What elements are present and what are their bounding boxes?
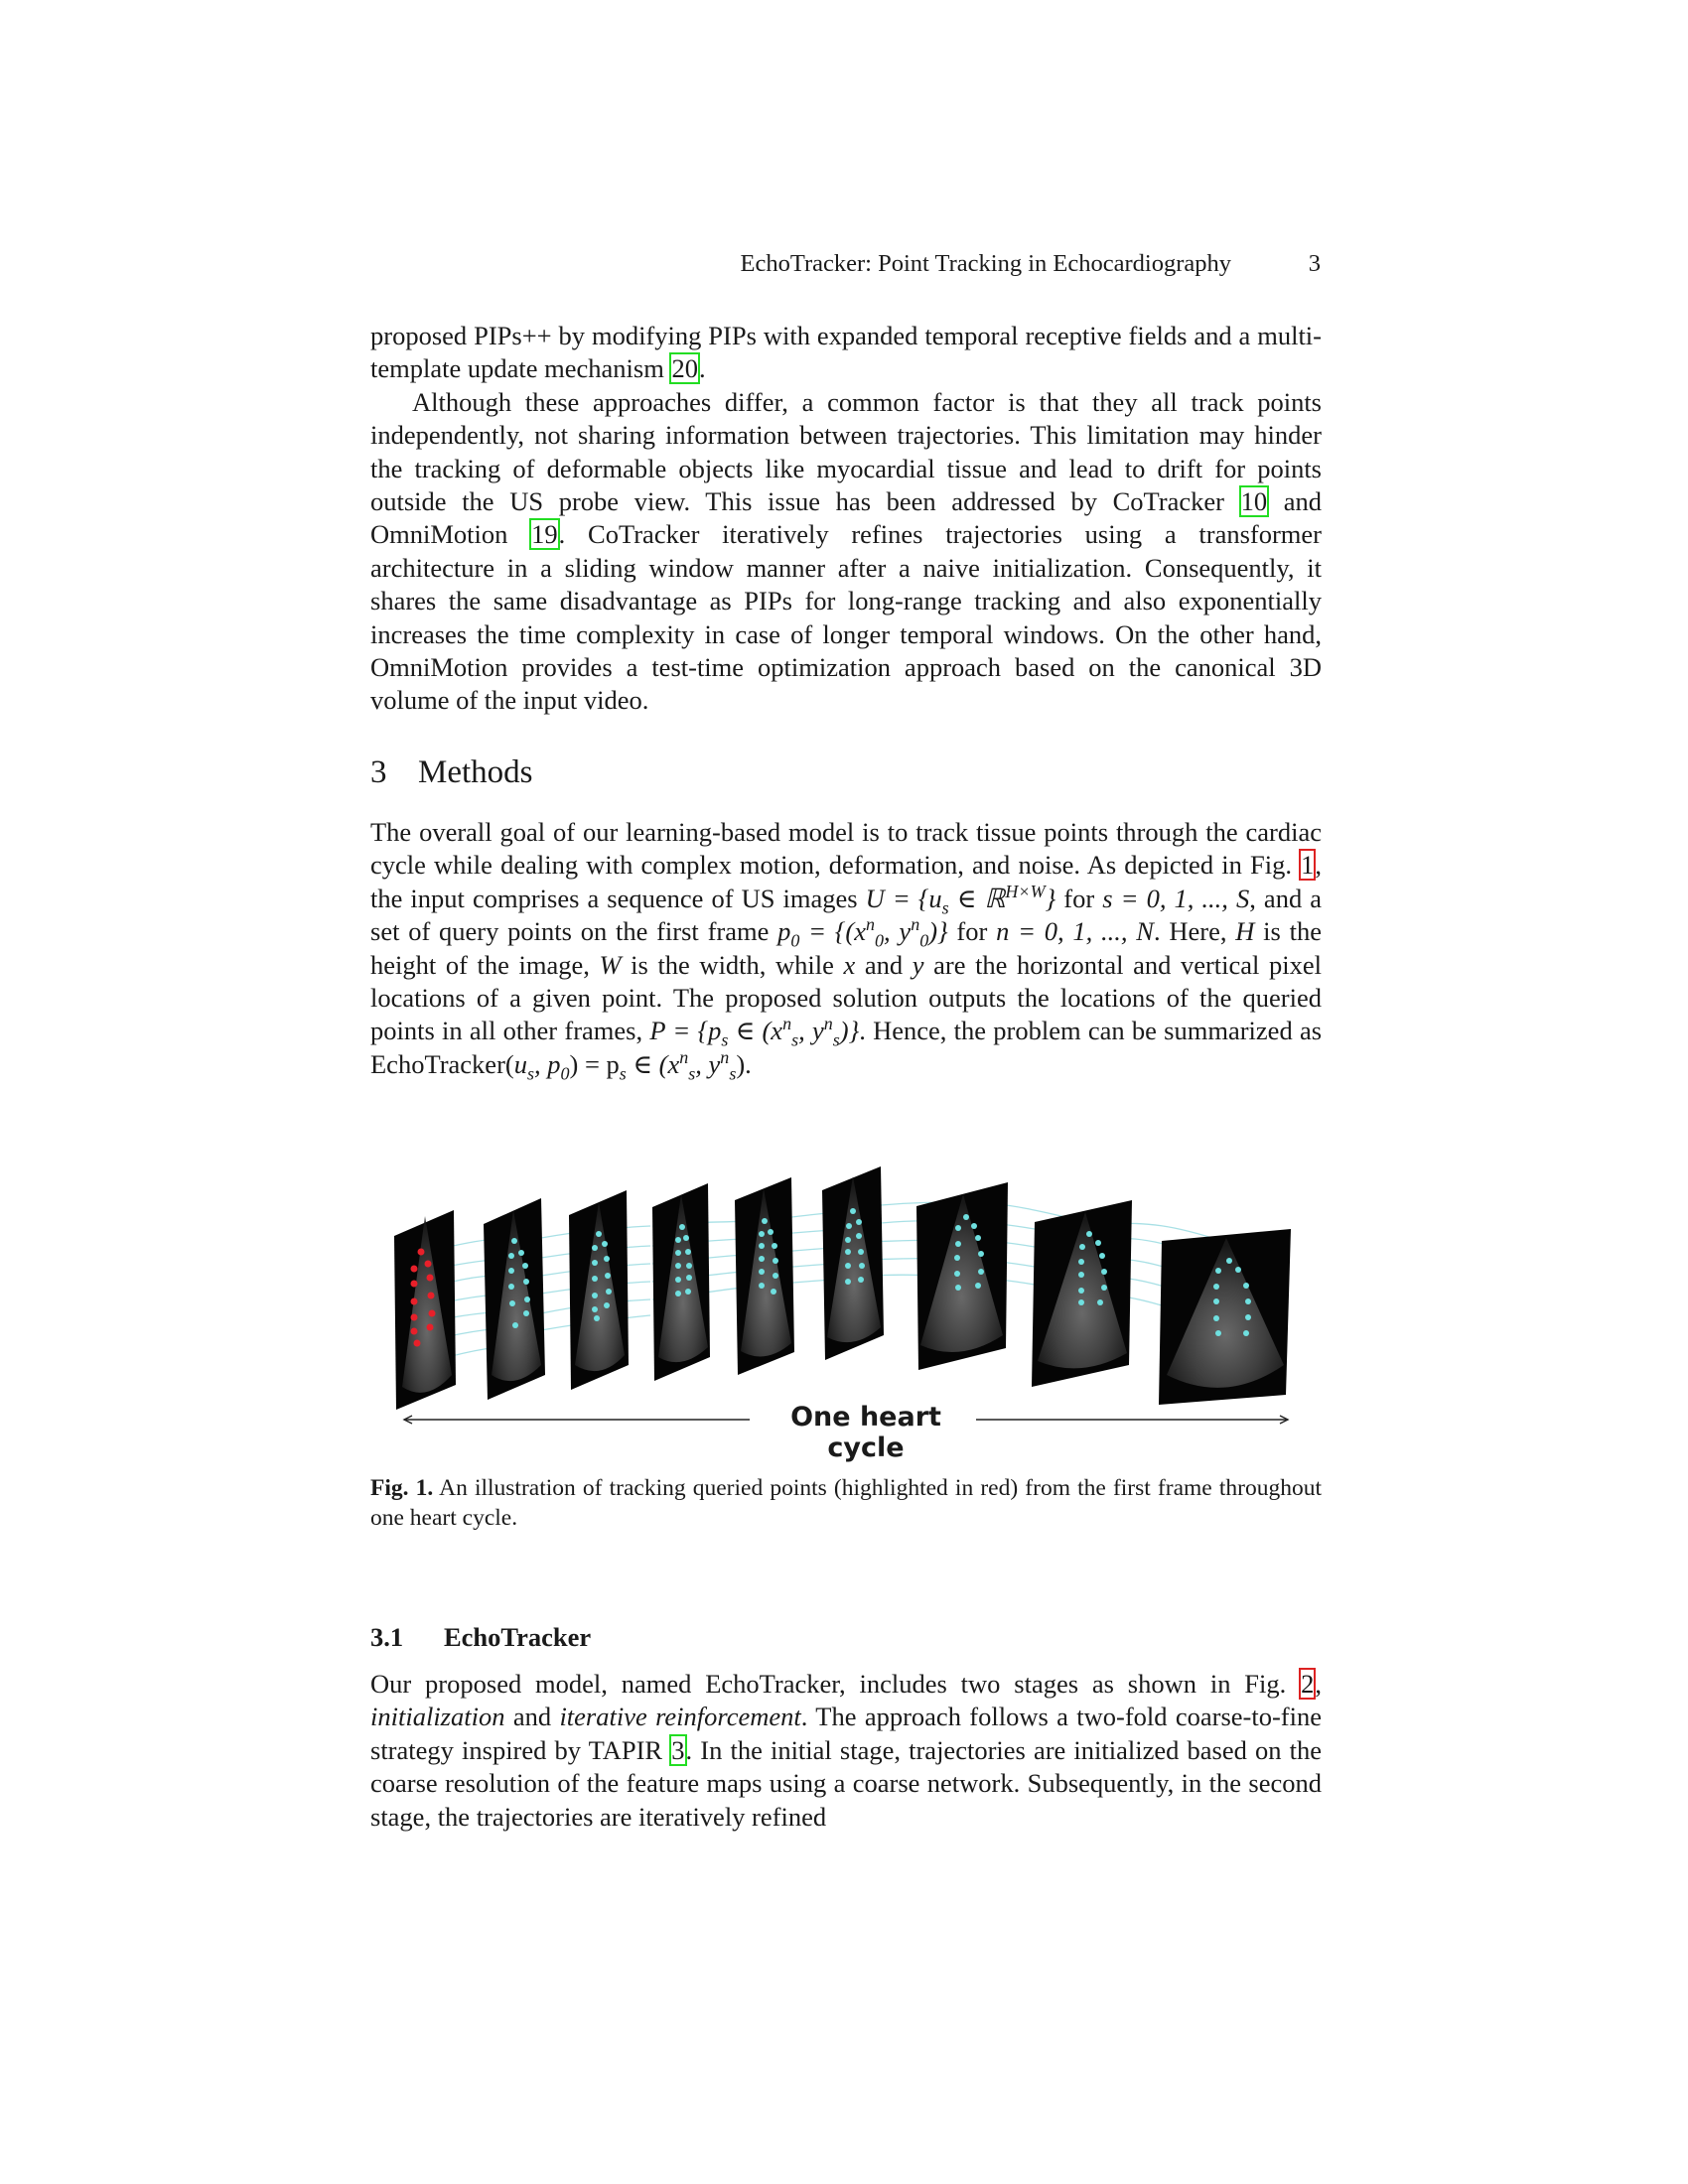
echotracker-text [370, 1668, 1322, 1834]
caption-text: An illustration of tracking queried points (highlighted in red) from the first frame throughout one heart cycle. [370, 1475, 1322, 1531]
caption-label: Fig. 1. [370, 1475, 434, 1501]
citation-link[interactable]: 19 [531, 519, 558, 550]
page-number: 3 [1308, 250, 1321, 277]
echo-frame-9 [1159, 1229, 1291, 1405]
methods-text [370, 816, 1323, 1084]
figure-ref-link[interactable]: 1 [1301, 850, 1315, 881]
figure-ref-link[interactable]: 2 [1301, 1669, 1315, 1699]
subsection-title: EchoTracker [444, 1622, 592, 1652]
figure-1-tracking-illustration [392, 1166, 1316, 1463]
related-work-text [370, 320, 1322, 718]
citation-link[interactable]: 10 [1240, 486, 1268, 517]
subsection-number: 3.1 [370, 1622, 404, 1652]
echo-frame-7 [916, 1182, 1008, 1370]
page-header [367, 250, 1321, 280]
problem-equation: $EchoTracker(u_s$, $p_0) = p_s$ ∈ ($x^n_s$, $y^n_s$). [370, 1047, 752, 1084]
echo-frame-4 [652, 1183, 710, 1381]
running-title: EchoTracker: Point Tracking in Echocardiography [740, 250, 1231, 277]
paragraph-methods-overview: The overall goal of our learning-based model is to track tissue points through the cardiac cycle while dealing with complex motion, deformation, and noise. As depicted in Fig. 1, the input comprises a sequence of US images $U = \{u_s$ ∈ ℝ$^{H\times W}$} for s = 0, 1, ..., S, and a set of query points on the first frame $p_0 = \{(x^n_0$, $y^n_0$)} for n = 0, 1, ..., N. Here, H is the height of the image, W is the width, while x and y are the horizontal and vertical pixel locations of a given point. The proposed solution outputs the locations of the queried points in all other frames, $P = \{p_s$ ∈ ($x^n_s$, $y^n_s$)}. Hence, the problem can be summarized as $EchoTracker(u_s$, $p_0) = p_s$ ∈ ($x^n_s$, $y^n_s$). [370, 817, 1323, 1084]
citation-link[interactable]: 3 [671, 1734, 685, 1765]
echo-frame-1 [394, 1210, 456, 1410]
echo-frame-6 [822, 1166, 884, 1360]
section-number: 3 [370, 754, 387, 790]
paragraph-cotracker: Although these approaches differ, a common factor is that they all track points independently, not sharing information between trajectories. This limitation may hinder the tracking of deformable objects like myocardial tissue and lead to drift for points outside the US probe view. This issue has been addressed by CoTracker 10 and OmniMotion 19. CoTracker iteratively refines trajectories using a transformer architecture in a sliding window manner after a naive initialization. Consequently, it shares the same disadvantage as PIPs for long-range tracking and also exponentially increases the time complexity in case of longer temporal windows. On the other hand, OmniMotion provides a test-time optimization approach based on the canonical 3D volume of the input video. [370, 386, 1322, 716]
echo-frame-2 [484, 1198, 545, 1400]
echo-frame-5 [735, 1177, 794, 1375]
section-heading-methods [370, 754, 533, 791]
paragraph-echotracker: Our proposed model, named EchoTracker, includes two stages as shown in Fig. 2, initialization and iterative reinforcement. The approach follows a two-fold coarse-to-fine strategy inspired by TAPIR 3. In the initial stage, trajectories are initialized based on the coarse resolution of the feature maps using a coarse network. Subsequently, in the second stage, the trajectories are iteratively refined [370, 1669, 1322, 1832]
echo-frame-8 [1032, 1200, 1132, 1387]
heart-cycle-label: One heart cycle [790, 1402, 941, 1463]
subsection-heading-echotracker [370, 1622, 591, 1653]
echo-frame-3 [569, 1190, 629, 1390]
section-title: Methods [418, 754, 533, 790]
citation-link[interactable]: 20 [671, 353, 698, 384]
figure-1-caption [370, 1473, 1322, 1533]
echo-frames-illustration [392, 1166, 1316, 1439]
paragraph-pips: proposed PIPs++ by modifying PIPs with expanded temporal receptive fields and a multi-template update mechanism 20. [370, 321, 1322, 384]
